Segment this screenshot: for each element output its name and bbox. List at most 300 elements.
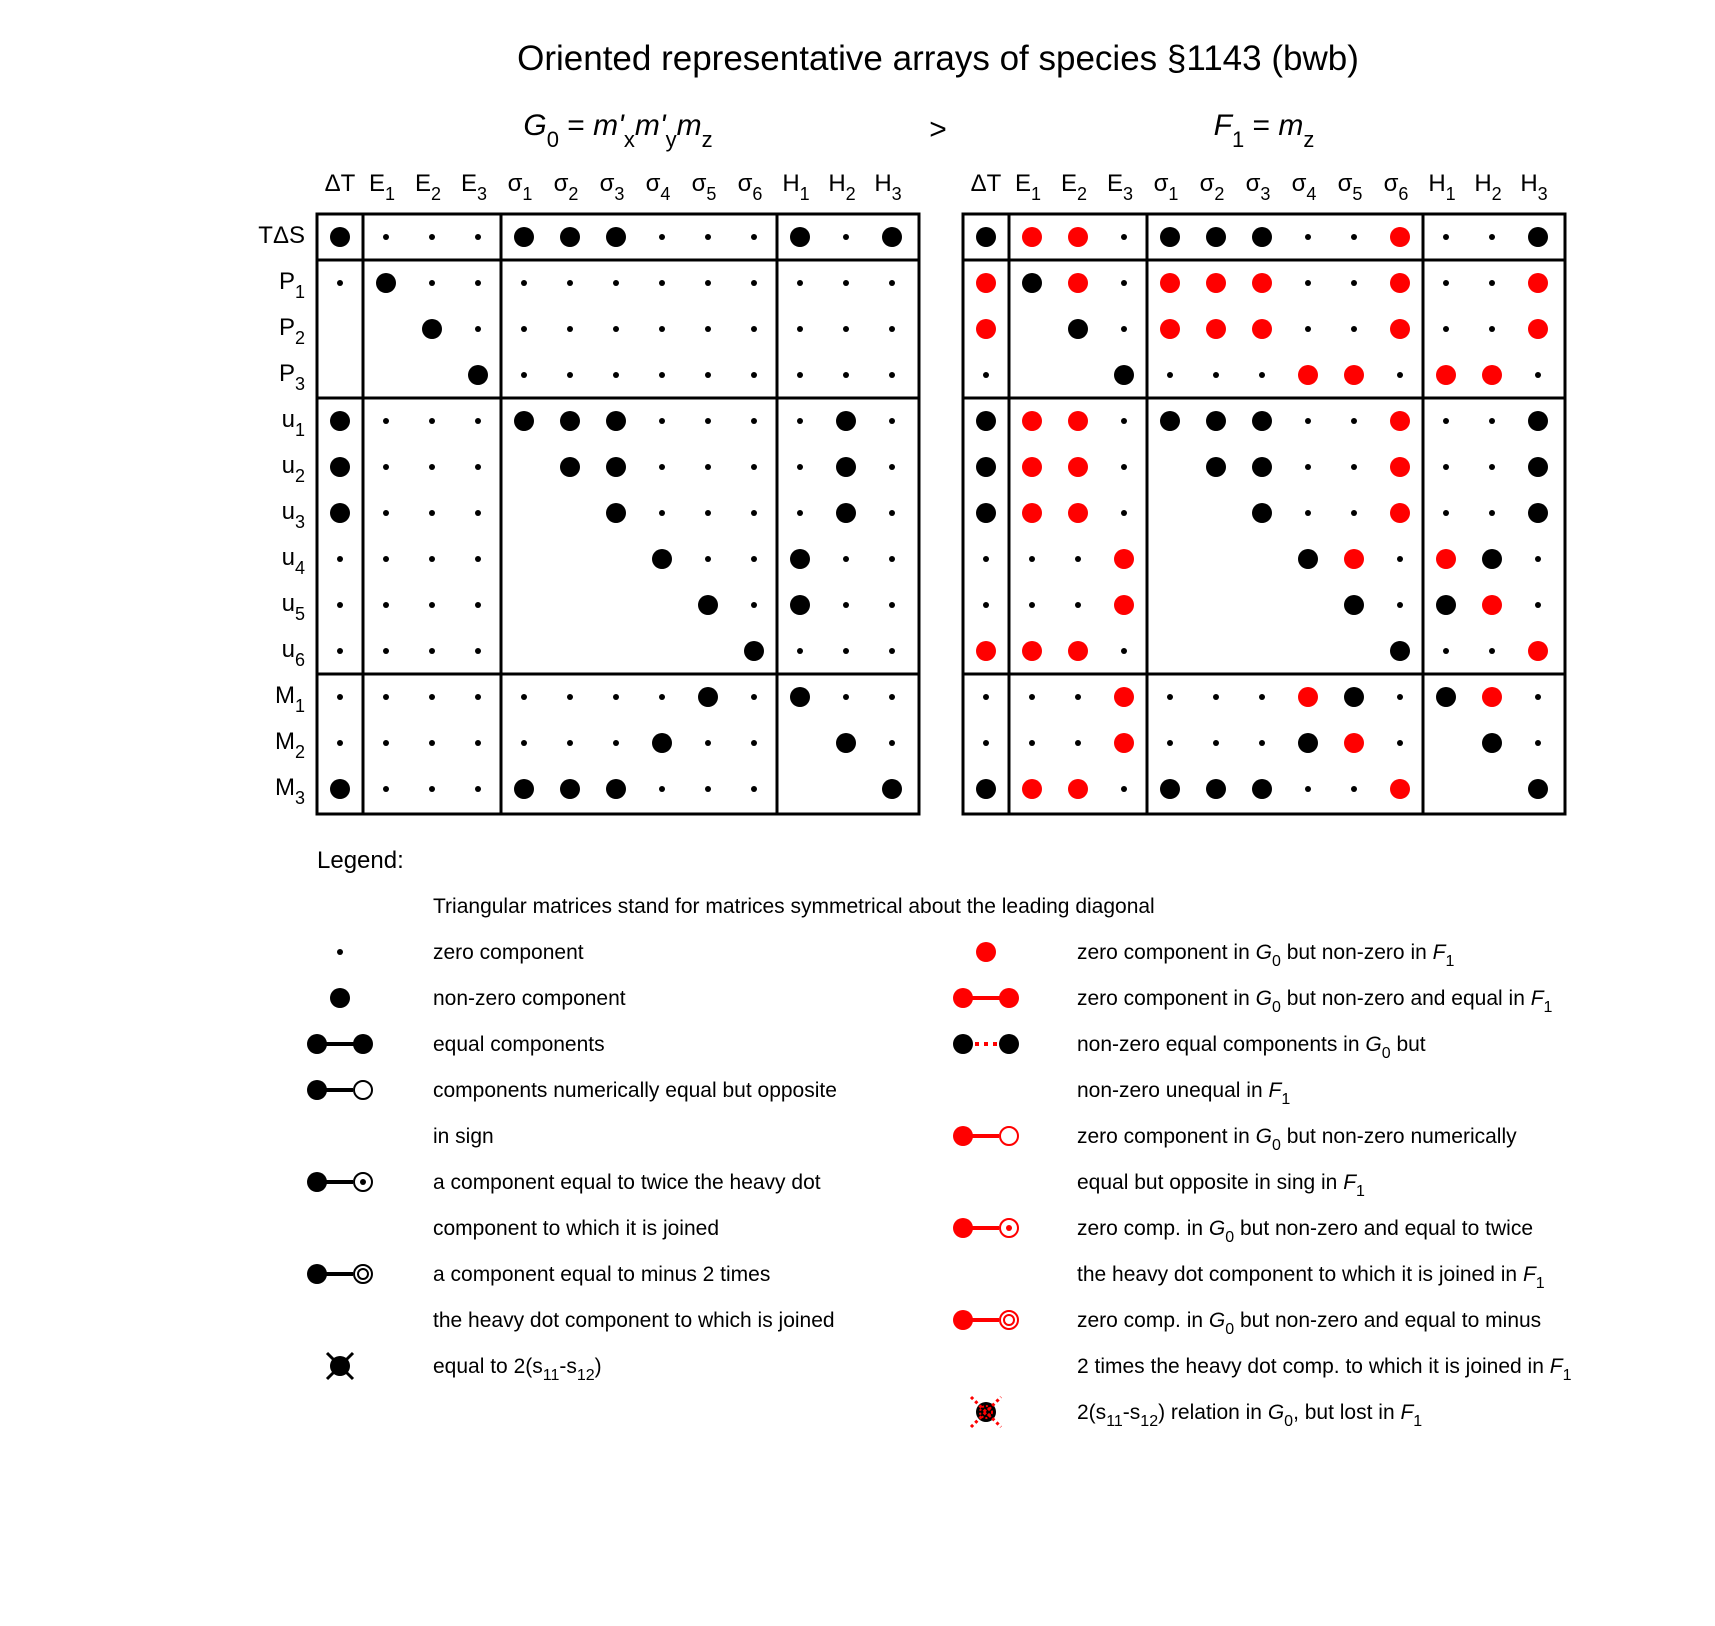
- zero-component-dot: [889, 510, 895, 516]
- new-nonzero-component-dot: [1252, 319, 1272, 339]
- zero-component-dot: [889, 326, 895, 332]
- row-header: $u_2$: [281, 452, 305, 487]
- zero-component-dot: [751, 694, 757, 700]
- zero-component-dot: [1305, 234, 1311, 240]
- zero-component-dot: [751, 464, 757, 470]
- zero-component-dot: [797, 326, 803, 332]
- legend-item: [971, 1397, 1422, 1430]
- zero-component-dot: [797, 510, 803, 516]
- new-nonzero-component-dot: [1068, 273, 1088, 293]
- nonzero-component-dot: [1298, 549, 1318, 569]
- nonzero-component-dot: [790, 549, 810, 569]
- zero-component-dot: [475, 326, 481, 332]
- zero-component-dot: [429, 556, 435, 562]
- zero-component-dot: [1397, 556, 1403, 562]
- nonzero-component-dot: [468, 365, 488, 385]
- nonzero-component-dot: [1528, 503, 1548, 523]
- legend-text: zero component in $G_0$ but non-zero in $F_1$: [1077, 941, 1455, 970]
- legend-text: zero comp. in $G_0$ but non-zero and equal to twice: [1077, 1217, 1534, 1246]
- nonzero-component-dot: [1528, 457, 1548, 477]
- zero-component-dot: [797, 418, 803, 424]
- nonzero-component-dot: [836, 411, 856, 431]
- nonzero-component-dot: [1436, 595, 1456, 615]
- new-nonzero-component-dot: [1114, 549, 1134, 569]
- zero-component-dot: [475, 786, 481, 792]
- nonzero-component-dot: [1298, 733, 1318, 753]
- zero-component-dot: [337, 556, 343, 562]
- zero-component-dot: [1167, 740, 1173, 746]
- zero-component-dot: [521, 694, 527, 700]
- zero-component-dot: [383, 418, 389, 424]
- legend-item: [327, 1353, 602, 1384]
- nonzero-component-dot: [1528, 779, 1548, 799]
- legend: [307, 847, 1572, 1430]
- minus2-pair-icon: [307, 1264, 372, 1284]
- nonzero-component-dot: [606, 503, 626, 523]
- nonzero-component-dot: [1528, 227, 1548, 247]
- new-nonzero-component-dot: [1022, 227, 1042, 247]
- zero-component-dot: [383, 740, 389, 746]
- column-header: ΔT: [324, 170, 356, 197]
- zero-component-dot: [1489, 648, 1495, 654]
- zero-component-dot: [1489, 326, 1495, 332]
- legend-heading: Legend:: [317, 847, 404, 874]
- red-opposite-pair-icon: [953, 1126, 1018, 1146]
- zero-component-dot: [843, 372, 849, 378]
- new-nonzero-component-dot: [1114, 687, 1134, 707]
- nonzero-component-dot: [1022, 273, 1042, 293]
- zero-component-dot: [705, 786, 711, 792]
- row-header: $u_6$: [281, 636, 305, 671]
- nonzero-component-dot: [560, 779, 580, 799]
- zero-component-dot: [983, 556, 989, 562]
- column-header: ΔT: [970, 170, 1002, 197]
- zero-component-dot: [475, 234, 481, 240]
- zero-component-dot: [1351, 280, 1357, 286]
- legend-text: zero component: [433, 941, 584, 964]
- nonzero-component-dot: [514, 779, 534, 799]
- zero-component-dot: [797, 464, 803, 470]
- nonzero-component-dot: [976, 411, 996, 431]
- zero-component-dot: [429, 510, 435, 516]
- diagram-title: Oriented representative arrays of species §1143 (bwb): [517, 39, 1359, 78]
- zero-component-dot: [751, 556, 757, 562]
- row-header: $M_3$: [274, 774, 305, 809]
- zero-component-dot: [337, 648, 343, 654]
- zero-component-dot: [705, 418, 711, 424]
- column-header: $\sigma_3$: [1245, 170, 1271, 205]
- row-header: $u_5$: [281, 590, 305, 625]
- zero-component-dot: [337, 740, 343, 746]
- zero-component-dot: [1167, 372, 1173, 378]
- zero-component-dot: [567, 372, 573, 378]
- legend-text: zero component in $G_0$ but non-zero and equal in $F_1$: [1077, 987, 1553, 1016]
- new-nonzero-component-dot: [1068, 779, 1088, 799]
- zero-component-dot: [1305, 326, 1311, 332]
- zero-component-dot: [429, 694, 435, 700]
- zero-component-dot: [983, 372, 989, 378]
- zero-component-dot: [1443, 510, 1449, 516]
- zero-component-dot: [1121, 234, 1127, 240]
- new-nonzero-component-dot: [1344, 549, 1364, 569]
- new-nonzero-component-dot: [1528, 319, 1548, 339]
- nonzero-component-dot: [1160, 779, 1180, 799]
- new-nonzero-component-dot: [1390, 457, 1410, 477]
- new-nonzero-component-dot: [1482, 365, 1502, 385]
- zero-component-dot: [1121, 418, 1127, 424]
- zero-component-dot: [705, 510, 711, 516]
- new-nonzero-component-dot: [1068, 411, 1088, 431]
- zero-component-dot: [1351, 786, 1357, 792]
- new-nonzero-component-dot: [1068, 457, 1088, 477]
- zero-component-dot: [1443, 418, 1449, 424]
- nonzero-component-dot: [1206, 227, 1226, 247]
- zero-component-dot: [889, 464, 895, 470]
- new-nonzero-component-dot: [976, 641, 996, 661]
- zero-component-dot: [659, 372, 665, 378]
- zero-component-dot: [383, 786, 389, 792]
- zero-component-dot: [751, 234, 757, 240]
- zero-component-dot: [659, 464, 665, 470]
- red-minus2-pair-icon: [953, 1310, 1018, 1330]
- nonzero-component-dot: [882, 227, 902, 247]
- nonzero-component-dot: [1482, 733, 1502, 753]
- legend-item: [953, 1125, 1517, 1200]
- new-nonzero-component-dot: [1390, 411, 1410, 431]
- red-cross-dot-icon: [971, 1397, 1001, 1427]
- new-nonzero-component-dot: [1344, 365, 1364, 385]
- legend-text: non-zero equal components in $G_0$ but: [1077, 1033, 1426, 1062]
- zero-component-dot: [983, 602, 989, 608]
- zero-component-dot: [1443, 280, 1449, 286]
- new-nonzero-component-dot: [1022, 457, 1042, 477]
- nonzero-component-dot: [560, 457, 580, 477]
- column-header: $H_1$: [1428, 170, 1456, 205]
- zero-component-dot: [843, 234, 849, 240]
- zero-component-dot: [843, 280, 849, 286]
- nonzero-component-dot: [422, 319, 442, 339]
- zero-component-dot: [1351, 234, 1357, 240]
- nonzero-component-dot: [1206, 411, 1226, 431]
- legend-item: [976, 941, 1454, 970]
- new-nonzero-component-dot: [1160, 319, 1180, 339]
- zero-component-dot: [843, 556, 849, 562]
- new-nonzero-component-dot: [1528, 641, 1548, 661]
- nonzero-component-dot: [1344, 687, 1364, 707]
- zero-component-dot: [521, 280, 527, 286]
- zero-component-dot: [383, 464, 389, 470]
- zero-component-dot: [475, 464, 481, 470]
- legend-note: Triangular matrices stand for matrices symmetrical about the leading diagonal: [433, 895, 1155, 918]
- column-header: $E_1$: [368, 170, 396, 205]
- zero-component-dot: [475, 694, 481, 700]
- new-nonzero-component-dot: [1436, 549, 1456, 569]
- small-dot-icon: [337, 949, 343, 955]
- row-header: $u_1$: [281, 406, 305, 441]
- zero-component-dot: [1397, 740, 1403, 746]
- zero-component-dot: [797, 280, 803, 286]
- zero-component-dot: [613, 280, 619, 286]
- zero-component-dot: [705, 740, 711, 746]
- new-nonzero-component-dot: [1022, 641, 1042, 661]
- zero-component-dot: [1489, 234, 1495, 240]
- column-header: $E_3$: [460, 170, 488, 205]
- nonzero-component-dot: [698, 595, 718, 615]
- legend-text: equal components: [433, 1033, 605, 1056]
- zero-component-dot: [429, 786, 435, 792]
- zero-component-dot: [1121, 648, 1127, 654]
- legend-text: equal to $2(s_{11}-s_{12})$: [433, 1355, 602, 1384]
- zero-component-dot: [1489, 464, 1495, 470]
- nonzero-component-dot: [560, 227, 580, 247]
- zero-component-dot: [1443, 648, 1449, 654]
- new-nonzero-component-dot: [1528, 273, 1548, 293]
- legend-item: [307, 1033, 605, 1056]
- new-nonzero-component-dot: [1436, 365, 1456, 385]
- legend-text: in sign: [433, 1125, 494, 1148]
- zero-component-dot: [659, 418, 665, 424]
- nonzero-component-dot: [330, 503, 350, 523]
- cross-dot-icon: [327, 1353, 353, 1379]
- new-nonzero-component-dot: [1160, 273, 1180, 293]
- zero-component-dot: [337, 602, 343, 608]
- nonzero-component-dot: [652, 549, 672, 569]
- zero-component-dot: [1535, 740, 1541, 746]
- nonzero-component-dot: [1436, 687, 1456, 707]
- legend-text: equal but opposite in sing in $F_1$: [1077, 1171, 1365, 1200]
- nonzero-component-dot: [1482, 549, 1502, 569]
- zero-component-dot: [1121, 510, 1127, 516]
- column-header: $H_2$: [828, 170, 856, 205]
- zero-component-dot: [429, 740, 435, 746]
- nonzero-component-dot: [836, 503, 856, 523]
- column-header: $H_1$: [782, 170, 810, 205]
- zero-component-dot: [383, 510, 389, 516]
- nonzero-component-dot: [606, 227, 626, 247]
- nonzero-component-dot: [652, 733, 672, 753]
- nonzero-component-dot: [1206, 779, 1226, 799]
- zero-component-dot: [1121, 786, 1127, 792]
- zero-component-dot: [659, 510, 665, 516]
- new-nonzero-component-dot: [1390, 273, 1410, 293]
- zero-component-dot: [1535, 602, 1541, 608]
- nonzero-component-dot: [698, 687, 718, 707]
- nonzero-component-dot: [744, 641, 764, 661]
- zero-component-dot: [889, 556, 895, 562]
- zero-component-dot: [705, 280, 711, 286]
- zero-component-dot: [1029, 602, 1035, 608]
- zero-component-dot: [1305, 510, 1311, 516]
- new-nonzero-component-dot: [1252, 273, 1272, 293]
- new-nonzero-component-dot: [1390, 227, 1410, 247]
- row-header: $P_1$: [278, 268, 305, 303]
- zero-component-dot: [889, 694, 895, 700]
- zero-component-dot: [1259, 740, 1265, 746]
- new-nonzero-component-dot: [1482, 595, 1502, 615]
- zero-component-dot: [521, 326, 527, 332]
- zero-component-dot: [475, 510, 481, 516]
- zero-component-dot: [843, 694, 849, 700]
- legend-text: non-zero unequal in $F_1$: [1077, 1079, 1291, 1108]
- zero-component-dot: [613, 740, 619, 746]
- opposite-pair-icon: [307, 1080, 372, 1100]
- nonzero-component-dot: [330, 227, 350, 247]
- column-header: $\sigma_6$: [1383, 170, 1409, 205]
- column-header: $\sigma_3$: [599, 170, 625, 205]
- legend-text: zero comp. in $G_0$ but non-zero and equal to minus: [1077, 1309, 1542, 1338]
- row-header: $u_4$: [281, 544, 305, 579]
- zero-component-dot: [705, 556, 711, 562]
- zero-component-dot: [613, 372, 619, 378]
- zero-component-dot: [1167, 694, 1173, 700]
- twice-pair-icon: [307, 1172, 372, 1192]
- zero-component-dot: [659, 694, 665, 700]
- zero-component-dot: [889, 418, 895, 424]
- nonzero-component-dot: [1252, 227, 1272, 247]
- legend-item: [953, 987, 1553, 1016]
- zero-component-dot: [1535, 556, 1541, 562]
- column-header: $\sigma_5$: [1337, 170, 1363, 205]
- legend-text: a component equal to minus 2 times: [433, 1263, 771, 1286]
- column-header: $\sigma_6$: [737, 170, 763, 205]
- nonzero-component-dot: [1160, 411, 1180, 431]
- new-nonzero-component-dot: [976, 319, 996, 339]
- zero-component-dot: [1535, 694, 1541, 700]
- row-header: $P_2$: [278, 314, 305, 349]
- nonzero-component-dot: [606, 411, 626, 431]
- zero-component-dot: [1535, 372, 1541, 378]
- new-nonzero-component-dot: [1022, 503, 1042, 523]
- row-header: $M_1$: [274, 682, 305, 717]
- new-nonzero-component-dot: [1114, 733, 1134, 753]
- zero-component-dot: [475, 740, 481, 746]
- nonzero-component-dot: [560, 411, 580, 431]
- nonzero-component-dot: [836, 457, 856, 477]
- zero-component-dot: [1075, 740, 1081, 746]
- zero-component-dot: [1075, 602, 1081, 608]
- zero-component-dot: [1443, 234, 1449, 240]
- new-nonzero-component-dot: [1344, 733, 1364, 753]
- new-nonzero-component-dot: [1068, 503, 1088, 523]
- legend-item: [953, 1309, 1572, 1384]
- zero-component-dot: [1121, 280, 1127, 286]
- red-equal-pair-icon: [953, 988, 1019, 1008]
- legend-text: $2(s_{11}-s_{12})$ relation in $G_0$, but lost in $F_1$: [1077, 1401, 1423, 1430]
- legend-text: non-zero component: [433, 987, 626, 1010]
- legend-item: [307, 1171, 821, 1240]
- zero-component-dot: [751, 418, 757, 424]
- column-header: $\sigma_5$: [691, 170, 717, 205]
- zero-component-dot: [751, 602, 757, 608]
- zero-component-dot: [475, 418, 481, 424]
- new-nonzero-component-dot: [1068, 641, 1088, 661]
- dotted-pair-icon: [953, 1034, 1019, 1054]
- new-nonzero-component-dot: [1206, 319, 1226, 339]
- zero-component-dot: [1351, 464, 1357, 470]
- zero-component-dot: [567, 326, 573, 332]
- matrix-G0: [258, 109, 919, 814]
- column-header: $H_3$: [874, 170, 902, 205]
- nonzero-component-dot: [606, 457, 626, 477]
- zero-component-dot: [383, 648, 389, 654]
- zero-component-dot: [659, 280, 665, 286]
- zero-component-dot: [1213, 372, 1219, 378]
- zero-component-dot: [1489, 280, 1495, 286]
- nonzero-component-dot: [790, 687, 810, 707]
- zero-component-dot: [1489, 510, 1495, 516]
- column-header: $\sigma_1$: [1153, 170, 1179, 205]
- zero-component-dot: [521, 372, 527, 378]
- greater-than-sign: >: [929, 113, 947, 146]
- column-header: $\sigma_2$: [553, 170, 579, 205]
- zero-component-dot: [751, 740, 757, 746]
- zero-component-dot: [1397, 694, 1403, 700]
- new-nonzero-component-dot: [1298, 365, 1318, 385]
- zero-component-dot: [567, 280, 573, 286]
- zero-component-dot: [567, 740, 573, 746]
- zero-component-dot: [1213, 740, 1219, 746]
- zero-component-dot: [429, 602, 435, 608]
- zero-component-dot: [705, 326, 711, 332]
- new-nonzero-component-dot: [1390, 779, 1410, 799]
- legend-text: the heavy dot component to which is joined: [433, 1309, 835, 1332]
- new-nonzero-component-dot: [1206, 273, 1226, 293]
- row-header: $P_3$: [278, 360, 305, 395]
- zero-component-dot: [475, 280, 481, 286]
- nonzero-component-dot: [1252, 503, 1272, 523]
- zero-component-dot: [1351, 510, 1357, 516]
- zero-component-dot: [843, 648, 849, 654]
- matrix-label-G0: $G_0 = m'_xm'_ym_z$: [523, 109, 713, 152]
- new-nonzero-component-dot: [1390, 503, 1410, 523]
- nonzero-component-dot: [1344, 595, 1364, 615]
- zero-component-dot: [889, 372, 895, 378]
- zero-component-dot: [983, 694, 989, 700]
- zero-component-dot: [797, 648, 803, 654]
- zero-component-dot: [659, 234, 665, 240]
- legend-text: component to which it is joined: [433, 1217, 719, 1240]
- zero-component-dot: [613, 694, 619, 700]
- nonzero-component-dot: [1206, 457, 1226, 477]
- zero-component-dot: [613, 326, 619, 332]
- zero-component-dot: [889, 740, 895, 746]
- zero-component-dot: [1075, 694, 1081, 700]
- big-dot-icon: [330, 988, 350, 1008]
- column-header: $E_2$: [414, 170, 442, 205]
- matrix-label-F1: $F_1 = m_z$: [1213, 109, 1315, 152]
- zero-component-dot: [1121, 326, 1127, 332]
- legend-text: zero component in $G_0$ but non-zero numerically: [1077, 1125, 1517, 1154]
- zero-component-dot: [1029, 740, 1035, 746]
- column-header: $H_3$: [1520, 170, 1548, 205]
- nonzero-component-dot: [1252, 411, 1272, 431]
- nonzero-component-dot: [976, 457, 996, 477]
- zero-component-dot: [429, 418, 435, 424]
- red-twice-pair-icon: [953, 1218, 1018, 1238]
- nonzero-component-dot: [790, 595, 810, 615]
- zero-component-dot: [1443, 464, 1449, 470]
- matrices: [258, 109, 1565, 814]
- zero-component-dot: [383, 234, 389, 240]
- zero-component-dot: [1029, 694, 1035, 700]
- zero-component-dot: [1443, 326, 1449, 332]
- legend-item: [330, 987, 626, 1010]
- zero-component-dot: [889, 280, 895, 286]
- zero-component-dot: [751, 510, 757, 516]
- column-header: $E_1$: [1014, 170, 1042, 205]
- nonzero-component-dot: [330, 779, 350, 799]
- zero-component-dot: [475, 556, 481, 562]
